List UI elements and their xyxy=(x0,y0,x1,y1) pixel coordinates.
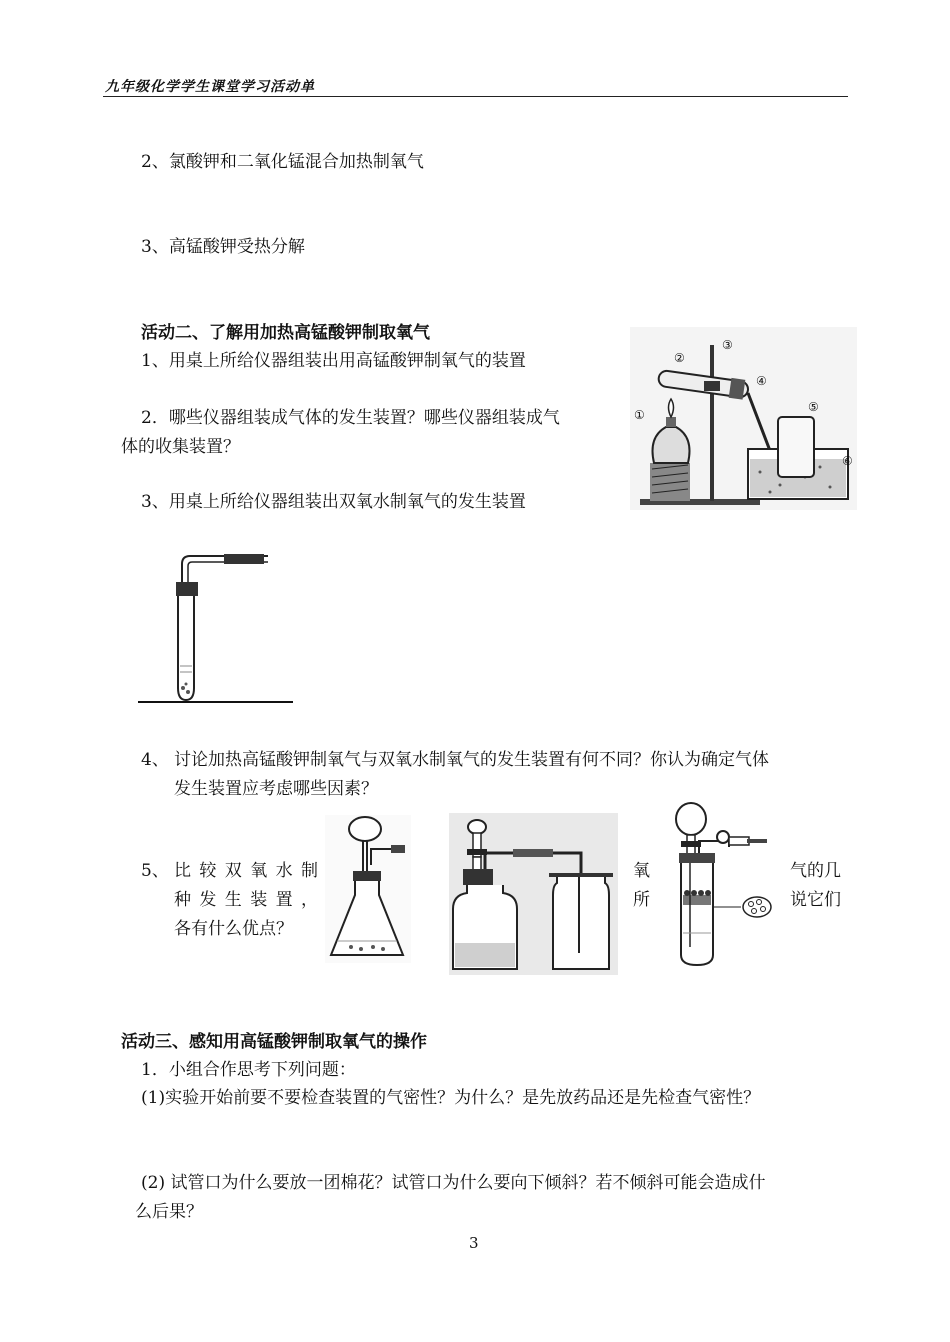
label-5: ⑤ xyxy=(808,400,819,414)
header-title: 九年级化学学生课堂学习活动单 xyxy=(105,79,315,95)
label-6: ⑥ xyxy=(842,454,853,468)
kmno4-apparatus-diagram xyxy=(630,327,857,510)
two-bottle-diagram xyxy=(449,813,618,975)
label-1: ① xyxy=(634,408,645,422)
header-divider xyxy=(103,96,848,97)
activity3-title: 活动三、感知用高锰酸钾制取氧气的操作 xyxy=(121,1032,427,1052)
activity2-q2-line1: 2．哪些仪器组装成气体的发生装置？哪些仪器组装成气 xyxy=(141,408,560,428)
activity2-q2-line2: 体的收集装置？ xyxy=(121,437,240,457)
test-tube-diagram xyxy=(138,548,298,704)
item-3-text: 3、高锰酸钾受热分解 xyxy=(141,237,305,257)
activity2-q1: 1、用桌上所给仪器组装出用高锰酸钾制氧气的装置 xyxy=(141,351,526,371)
label-4: ④ xyxy=(756,374,767,388)
activity2-title: 活动二、了解用加热高锰酸钾制取氧气 xyxy=(141,323,430,343)
q5-fragment-right-2a: 所 xyxy=(633,890,650,910)
activity2-q4-line1: 讨论加热高锰酸钾制氧气与双氧水制氧气的发生装置有何不同？你认为确定气体 xyxy=(174,750,769,770)
q5-fragment-right-1b: 气的几 xyxy=(790,861,841,881)
conical-flask-diagram xyxy=(325,815,411,963)
q5-fragment-right-2b: 说它们 xyxy=(790,890,841,910)
label-3: ③ xyxy=(722,338,733,352)
activity3-p2-line2: 么后果？ xyxy=(135,1202,203,1222)
q5-fragment-right-1a: 氧 xyxy=(633,861,650,881)
activity2-q4-number: 4、 xyxy=(141,750,169,770)
activity3-p1: (1)实验开始前要不要检查装置的气密性？为什么？是先放药品还是先检查气密性？ xyxy=(141,1088,761,1108)
activity2-q5-number: 5、 xyxy=(141,861,169,881)
page-number: 3 xyxy=(469,1234,479,1252)
activity2-q3: 3、用桌上所给仪器组装出双氧水制氧气的发生装置 xyxy=(141,492,526,512)
activity2-q5-line3: 各有什么优点？ xyxy=(174,919,293,939)
activity3-q1: 1．小组合作思考下列问题： xyxy=(141,1060,356,1080)
activity3-p2-line1: (2) 试管口为什么要放一团棉花？试管口为什么要向下倾斜？若不倾斜可能会造成什 xyxy=(141,1173,766,1193)
activity2-q5-line2: 种发生装置， xyxy=(174,890,318,910)
item-2-text: 2、氯酸钾和二氧化锰混合加热制氧气 xyxy=(141,152,424,172)
label-2: ② xyxy=(674,351,685,365)
tube-generator-diagram xyxy=(665,797,787,969)
activity2-q5-line1: 比较双氧水制 xyxy=(174,861,318,881)
activity2-q4-line2: 发生装置应考虑哪些因素？ xyxy=(174,779,378,799)
